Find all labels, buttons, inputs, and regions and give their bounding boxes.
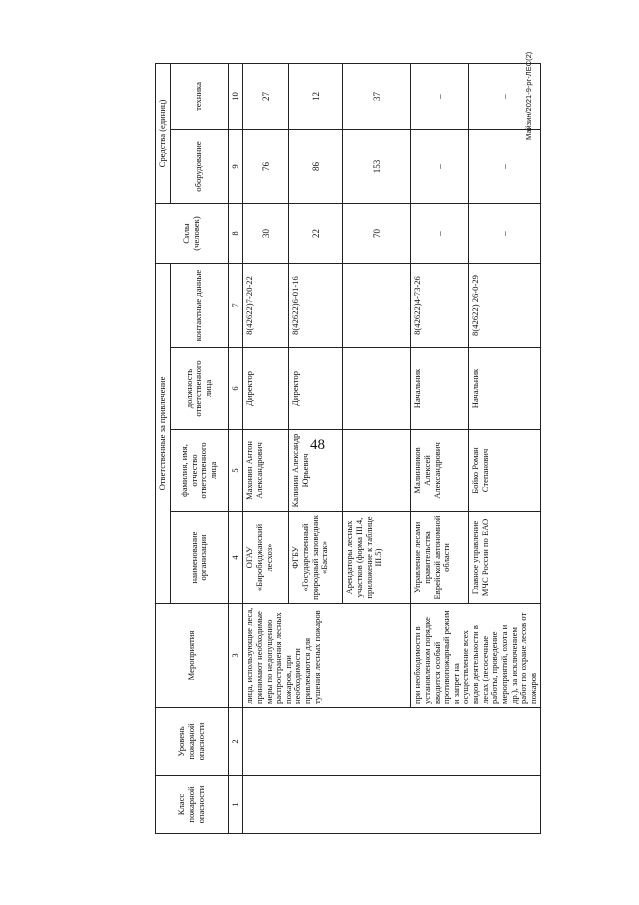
position-cell: Начальник <box>469 348 541 430</box>
position-cell: Директор <box>289 348 343 430</box>
machinery-cell: 12 <box>289 64 343 130</box>
col-num: 9 <box>228 130 243 204</box>
class-cell <box>243 776 541 834</box>
forces-cell: 30 <box>243 204 289 264</box>
machinery-cell: – <box>411 64 469 130</box>
header-class: Класс пожарной опасности <box>156 776 229 834</box>
position-cell: Начальник <box>411 348 469 430</box>
header-equipment: оборудование <box>170 130 228 204</box>
measure-text-2: при необходимости в установленном порядке вводится особый противопожарный режим и запрет на осуществление всех видов деятельности в лесах (лесосечные работы, проведение мероприятий, охота и др.), за исключением работ по охране лесов от пожаров <box>411 604 541 708</box>
col-num: 4 <box>228 512 243 604</box>
col-num: 6 <box>228 348 243 430</box>
col-num: 3 <box>228 604 243 708</box>
org-cell: Главное управление МЧС России по ЕАО <box>469 512 541 604</box>
col-num: 10 <box>228 64 243 130</box>
measure-text-1: лица, использующие леса, принимают необходимые меры по недопущению распространения лесных пожаров, при необходимости привлекаются для тушения лесных пожаров <box>243 604 411 708</box>
machinery-cell: 27 <box>243 64 289 130</box>
header-level: Уровень пожарной опасности <box>156 708 229 776</box>
contacts-cell: 8(42622)7-20-22 <box>243 264 289 348</box>
person-cell <box>343 430 411 512</box>
org-cell: ОГАУ «Биробиджанский лесхоз» <box>243 512 289 604</box>
forces-cell: 22 <box>289 204 343 264</box>
forces-cell: – <box>469 204 541 264</box>
machinery-cell: – <box>469 64 541 130</box>
contacts-cell: 8(42622)6-01-16 <box>289 264 343 348</box>
person-cell: Калинин Александр Юрьевич <box>289 430 343 512</box>
header-measures: Мероприятия <box>156 604 229 708</box>
header-person: фамилия, имя, отчество ответственного лица <box>170 430 228 512</box>
equipment-cell: 153 <box>343 130 411 204</box>
col-num: 1 <box>228 776 243 834</box>
forces-cell: 70 <box>343 204 411 264</box>
person-cell: Малинников Алексей Александрович <box>411 430 469 512</box>
col-num: 5 <box>228 430 243 512</box>
header-position: должность ответственного лица <box>170 348 228 430</box>
header-contacts: контактные данные <box>170 264 228 348</box>
position-cell: Директор <box>243 348 289 430</box>
column-number-row <box>228 64 243 834</box>
contacts-cell: 8(42622) 26-0-29 <box>469 264 541 348</box>
org-cell: Арендаторы лесных участков (форма III.4, приложение к таблице III.5) <box>343 512 411 604</box>
org-cell: Управление лесами правительства Еврейской автономной области <box>411 512 469 604</box>
header-row-1 <box>156 64 171 834</box>
machinery-cell: 37 <box>343 64 411 130</box>
position-cell <box>343 348 411 430</box>
person-cell: Махонин Антон Александрович <box>243 430 289 512</box>
equipment-cell: – <box>411 130 469 204</box>
header-responsible: Ответственные за привлечение <box>156 264 171 604</box>
equipment-cell: 86 <box>289 130 343 204</box>
contacts-cell: 8(42622)4-73-26 <box>411 264 469 348</box>
page-number: 48 <box>310 437 325 453</box>
org-cell: ФГБУ «Государственный природный заповедник «Бастак» <box>289 512 343 604</box>
header-machinery: техника <box>170 64 228 130</box>
col-num: 8 <box>228 204 243 264</box>
forces-cell: – <box>411 204 469 264</box>
level-cell <box>243 708 541 776</box>
person-cell: Бойко Роман Степанович <box>469 430 541 512</box>
equipment-cell: – <box>469 130 541 204</box>
table-row <box>243 64 289 834</box>
header-means: Средства (единиц) <box>156 64 171 204</box>
equipment-cell: 76 <box>243 130 289 204</box>
col-num: 7 <box>228 264 243 348</box>
header-org: наименование организации <box>170 512 228 604</box>
contacts-cell <box>343 264 411 348</box>
fire-response-table <box>155 63 541 834</box>
document-code: Майзин/2021-9-рг-ЛЕС(2) <box>524 51 533 140</box>
header-forces: Силы (человек) <box>156 204 229 264</box>
col-num: 2 <box>228 708 243 776</box>
